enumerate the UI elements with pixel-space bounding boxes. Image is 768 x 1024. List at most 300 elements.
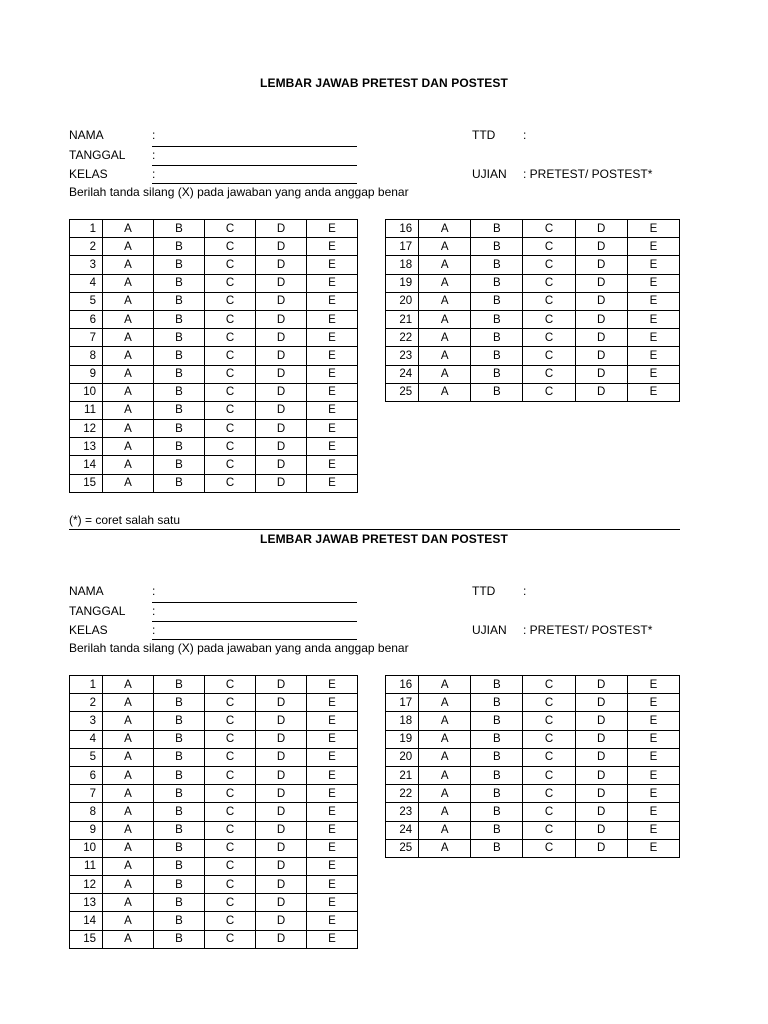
answer-row xyxy=(70,876,358,894)
option-e[interactable]: E xyxy=(307,292,358,310)
option-a[interactable]: A xyxy=(419,803,471,821)
option-c[interactable]: C xyxy=(205,803,256,821)
option-a[interactable]: A xyxy=(103,274,154,292)
option-d[interactable]: D xyxy=(256,401,307,419)
option-b[interactable]: B xyxy=(154,310,205,328)
option-b[interactable]: B xyxy=(154,401,205,419)
option-c[interactable]: C xyxy=(205,676,256,694)
answer-row xyxy=(70,310,358,328)
option-d[interactable]: D xyxy=(256,383,307,401)
option-b[interactable]: B xyxy=(154,329,205,347)
option-e[interactable]: E xyxy=(627,839,679,857)
option-b[interactable]: B xyxy=(154,383,205,401)
option-a[interactable]: A xyxy=(103,238,154,256)
option-c[interactable]: C xyxy=(523,383,575,401)
option-b[interactable]: B xyxy=(471,730,523,748)
option-c[interactable]: C xyxy=(523,694,575,712)
option-d[interactable]: D xyxy=(256,347,307,365)
option-a[interactable]: A xyxy=(103,803,154,821)
answer-row xyxy=(70,347,358,365)
option-d[interactable]: D xyxy=(575,347,627,365)
question-number: 25 xyxy=(386,839,419,857)
option-d[interactable]: D xyxy=(575,712,627,730)
question-number: 5 xyxy=(70,748,103,766)
option-b[interactable]: B xyxy=(154,347,205,365)
option-d[interactable]: D xyxy=(256,730,307,748)
option-b[interactable]: B xyxy=(471,748,523,766)
option-e[interactable]: E xyxy=(307,748,358,766)
option-e[interactable]: E xyxy=(627,748,679,766)
option-d[interactable]: D xyxy=(575,676,627,694)
question-number: 18 xyxy=(386,712,419,730)
option-d[interactable]: D xyxy=(256,220,307,238)
option-a[interactable]: A xyxy=(103,329,154,347)
option-a[interactable]: A xyxy=(103,401,154,419)
option-b[interactable]: B xyxy=(154,894,205,912)
option-b[interactable]: B xyxy=(154,930,205,948)
option-c[interactable]: C xyxy=(523,292,575,310)
option-a[interactable]: A xyxy=(419,274,471,292)
option-a[interactable]: A xyxy=(419,238,471,256)
option-c[interactable]: C xyxy=(523,256,575,274)
option-d[interactable]: D xyxy=(256,785,307,803)
option-e[interactable]: E xyxy=(307,912,358,930)
answer-row xyxy=(386,803,680,821)
option-d[interactable]: D xyxy=(256,857,307,875)
answer-row xyxy=(70,220,358,238)
option-d[interactable]: D xyxy=(256,256,307,274)
option-c[interactable]: C xyxy=(523,310,575,328)
option-a[interactable]: A xyxy=(419,748,471,766)
option-e[interactable]: E xyxy=(307,347,358,365)
option-e[interactable]: E xyxy=(627,347,679,365)
question-number: 16 xyxy=(386,220,419,238)
option-b[interactable]: B xyxy=(471,238,523,256)
question-number: 8 xyxy=(70,803,103,821)
option-d[interactable]: D xyxy=(256,876,307,894)
option-c[interactable]: C xyxy=(523,766,575,784)
option-c[interactable]: C xyxy=(205,785,256,803)
option-e[interactable]: E xyxy=(307,785,358,803)
option-d[interactable]: D xyxy=(575,803,627,821)
option-e[interactable]: E xyxy=(627,821,679,839)
option-e[interactable]: E xyxy=(307,712,358,730)
option-c[interactable]: C xyxy=(205,912,256,930)
option-b[interactable]: B xyxy=(154,803,205,821)
option-d[interactable]: D xyxy=(575,383,627,401)
kelas-colon: : xyxy=(152,623,156,637)
option-c[interactable]: C xyxy=(523,274,575,292)
option-a[interactable]: A xyxy=(419,220,471,238)
option-d[interactable]: D xyxy=(256,420,307,438)
option-b[interactable]: B xyxy=(471,292,523,310)
option-d[interactable]: D xyxy=(575,694,627,712)
question-number: 18 xyxy=(386,256,419,274)
option-e[interactable]: E xyxy=(627,365,679,383)
ujian-label: UJIAN xyxy=(472,623,507,637)
option-e[interactable]: E xyxy=(307,821,358,839)
option-e[interactable]: E xyxy=(627,329,679,347)
option-c[interactable]: C xyxy=(205,694,256,712)
option-b[interactable]: B xyxy=(154,438,205,456)
option-e[interactable]: E xyxy=(627,383,679,401)
option-d[interactable]: D xyxy=(256,821,307,839)
option-d[interactable]: D xyxy=(256,676,307,694)
option-c[interactable]: C xyxy=(205,401,256,419)
option-a[interactable]: A xyxy=(103,256,154,274)
option-b[interactable]: B xyxy=(154,420,205,438)
option-e[interactable]: E xyxy=(627,292,679,310)
option-d[interactable]: D xyxy=(575,238,627,256)
option-b[interactable]: B xyxy=(471,694,523,712)
answer-table-1-15 xyxy=(69,219,358,493)
option-b[interactable]: B xyxy=(154,456,205,474)
option-b[interactable]: B xyxy=(154,712,205,730)
kelas-field[interactable] xyxy=(152,639,357,640)
answer-row xyxy=(70,383,358,401)
option-a[interactable]: A xyxy=(103,310,154,328)
option-b[interactable]: B xyxy=(154,821,205,839)
option-d[interactable]: D xyxy=(256,766,307,784)
option-c[interactable]: C xyxy=(205,274,256,292)
option-b[interactable]: B xyxy=(471,365,523,383)
option-e[interactable]: E xyxy=(307,220,358,238)
question-number: 5 xyxy=(70,292,103,310)
option-c[interactable]: C xyxy=(205,256,256,274)
option-e[interactable]: E xyxy=(307,839,358,857)
option-b[interactable]: B xyxy=(471,329,523,347)
option-b[interactable]: B xyxy=(471,383,523,401)
option-c[interactable]: C xyxy=(205,474,256,492)
question-number: 19 xyxy=(386,274,419,292)
option-a[interactable]: A xyxy=(103,821,154,839)
option-e[interactable]: E xyxy=(307,894,358,912)
tanggal-label: TANGGAL xyxy=(69,604,126,618)
option-c[interactable]: C xyxy=(523,329,575,347)
option-d[interactable]: D xyxy=(256,292,307,310)
option-b[interactable]: B xyxy=(471,712,523,730)
option-e[interactable]: E xyxy=(307,329,358,347)
option-a[interactable]: A xyxy=(419,292,471,310)
option-c[interactable]: C xyxy=(205,365,256,383)
option-e[interactable]: E xyxy=(307,383,358,401)
option-b[interactable]: B xyxy=(154,766,205,784)
option-c[interactable]: C xyxy=(523,748,575,766)
option-a[interactable]: A xyxy=(419,329,471,347)
option-a[interactable]: A xyxy=(419,821,471,839)
question-number: 15 xyxy=(70,474,103,492)
option-c[interactable]: C xyxy=(205,894,256,912)
option-b[interactable]: B xyxy=(471,256,523,274)
option-e[interactable]: E xyxy=(307,438,358,456)
question-number: 4 xyxy=(70,274,103,292)
tanggal-field[interactable] xyxy=(152,621,357,622)
answer-row xyxy=(386,238,680,256)
question-number: 12 xyxy=(70,420,103,438)
nama-field[interactable] xyxy=(152,602,357,603)
option-c[interactable]: C xyxy=(205,456,256,474)
nama-colon: : xyxy=(152,584,156,598)
option-a[interactable]: A xyxy=(419,712,471,730)
option-e[interactable]: E xyxy=(307,474,358,492)
question-number: 21 xyxy=(386,310,419,328)
option-a[interactable]: A xyxy=(103,912,154,930)
question-number: 11 xyxy=(70,857,103,875)
nama-field[interactable] xyxy=(152,146,357,147)
answer-row xyxy=(70,274,358,292)
option-e[interactable]: E xyxy=(627,766,679,784)
option-a[interactable]: A xyxy=(419,256,471,274)
option-a[interactable]: A xyxy=(103,876,154,894)
option-a[interactable]: A xyxy=(419,347,471,365)
option-d[interactable]: D xyxy=(575,292,627,310)
option-d[interactable]: D xyxy=(256,456,307,474)
option-a[interactable]: A xyxy=(419,730,471,748)
option-b[interactable]: B xyxy=(154,785,205,803)
option-e[interactable]: E xyxy=(307,274,358,292)
option-e[interactable]: E xyxy=(627,803,679,821)
option-c[interactable]: C xyxy=(205,876,256,894)
option-c[interactable]: C xyxy=(205,220,256,238)
option-b[interactable]: B xyxy=(154,292,205,310)
option-c[interactable]: C xyxy=(523,821,575,839)
option-e[interactable]: E xyxy=(307,420,358,438)
option-c[interactable]: C xyxy=(523,712,575,730)
ttd-label: TTD xyxy=(472,128,496,142)
option-a[interactable]: A xyxy=(419,839,471,857)
answer-row xyxy=(70,329,358,347)
option-c[interactable]: C xyxy=(205,292,256,310)
question-number: 20 xyxy=(386,292,419,310)
option-a[interactable]: A xyxy=(103,748,154,766)
option-b[interactable]: B xyxy=(154,748,205,766)
option-d[interactable]: D xyxy=(575,256,627,274)
option-c[interactable]: C xyxy=(205,329,256,347)
answer-row xyxy=(70,712,358,730)
question-number: 2 xyxy=(70,694,103,712)
option-c[interactable]: C xyxy=(205,748,256,766)
option-e[interactable]: E xyxy=(627,712,679,730)
option-d[interactable]: D xyxy=(575,839,627,857)
option-b[interactable]: B xyxy=(154,256,205,274)
option-d[interactable]: D xyxy=(256,839,307,857)
option-e[interactable]: E xyxy=(627,238,679,256)
option-e[interactable]: E xyxy=(307,803,358,821)
answer-row xyxy=(386,785,680,803)
option-b[interactable]: B xyxy=(154,694,205,712)
option-b[interactable]: B xyxy=(471,839,523,857)
question-number: 25 xyxy=(386,383,419,401)
option-e[interactable]: E xyxy=(307,365,358,383)
option-b[interactable]: B xyxy=(471,676,523,694)
option-c[interactable]: C xyxy=(205,310,256,328)
option-d[interactable]: D xyxy=(256,365,307,383)
option-e[interactable]: E xyxy=(627,220,679,238)
option-b[interactable]: B xyxy=(154,839,205,857)
option-c[interactable]: C xyxy=(205,839,256,857)
option-d[interactable]: D xyxy=(256,274,307,292)
option-a[interactable]: A xyxy=(419,694,471,712)
option-b[interactable]: B xyxy=(471,310,523,328)
option-b[interactable]: B xyxy=(471,220,523,238)
option-c[interactable]: C xyxy=(205,383,256,401)
option-c[interactable]: C xyxy=(205,766,256,784)
option-d[interactable]: D xyxy=(256,912,307,930)
option-e[interactable]: E xyxy=(307,676,358,694)
option-a[interactable]: A xyxy=(103,785,154,803)
option-d[interactable]: D xyxy=(256,803,307,821)
option-a[interactable]: A xyxy=(103,383,154,401)
option-a[interactable]: A xyxy=(103,839,154,857)
option-b[interactable]: B xyxy=(154,274,205,292)
question-number: 23 xyxy=(386,803,419,821)
option-d[interactable]: D xyxy=(256,694,307,712)
option-a[interactable]: A xyxy=(103,456,154,474)
option-d[interactable]: D xyxy=(575,274,627,292)
option-d[interactable]: D xyxy=(575,766,627,784)
option-b[interactable]: B xyxy=(154,365,205,383)
option-d[interactable]: D xyxy=(256,894,307,912)
option-e[interactable]: E xyxy=(307,876,358,894)
question-number: 24 xyxy=(386,821,419,839)
option-b[interactable]: B xyxy=(471,821,523,839)
option-d[interactable]: D xyxy=(256,329,307,347)
option-b[interactable]: B xyxy=(154,676,205,694)
option-a[interactable]: A xyxy=(103,365,154,383)
option-b[interactable]: B xyxy=(154,238,205,256)
option-b[interactable]: B xyxy=(154,220,205,238)
option-e[interactable]: E xyxy=(307,930,358,948)
option-c[interactable]: C xyxy=(523,803,575,821)
option-c[interactable]: C xyxy=(523,676,575,694)
option-e[interactable]: E xyxy=(307,857,358,875)
option-c[interactable]: C xyxy=(205,730,256,748)
tanggal-field[interactable] xyxy=(152,165,357,166)
option-a[interactable]: A xyxy=(103,220,154,238)
option-b[interactable]: B xyxy=(471,347,523,365)
answer-row xyxy=(386,821,680,839)
option-e[interactable]: E xyxy=(307,401,358,419)
option-b[interactable]: B xyxy=(471,274,523,292)
option-c[interactable]: C xyxy=(523,365,575,383)
option-e[interactable]: E xyxy=(307,238,358,256)
option-e[interactable]: E xyxy=(627,310,679,328)
option-a[interactable]: A xyxy=(103,347,154,365)
option-d[interactable]: D xyxy=(256,238,307,256)
option-b[interactable]: B xyxy=(154,730,205,748)
option-b[interactable]: B xyxy=(471,803,523,821)
answer-row xyxy=(70,256,358,274)
answer-row xyxy=(70,930,358,948)
answer-row xyxy=(70,292,358,310)
option-a[interactable]: A xyxy=(419,766,471,784)
option-c[interactable]: C xyxy=(523,220,575,238)
option-e[interactable]: E xyxy=(307,730,358,748)
option-c[interactable]: C xyxy=(205,930,256,948)
option-e[interactable]: E xyxy=(627,694,679,712)
option-a[interactable]: A xyxy=(103,420,154,438)
option-c[interactable]: C xyxy=(205,347,256,365)
option-d[interactable]: D xyxy=(575,310,627,328)
option-b[interactable]: B xyxy=(154,876,205,894)
option-c[interactable]: C xyxy=(205,712,256,730)
option-a[interactable]: A xyxy=(103,676,154,694)
option-a[interactable]: A xyxy=(103,857,154,875)
option-e[interactable]: E xyxy=(627,676,679,694)
option-b[interactable]: B xyxy=(154,474,205,492)
option-b[interactable]: B xyxy=(471,766,523,784)
option-c[interactable]: C xyxy=(523,839,575,857)
option-e[interactable]: E xyxy=(627,274,679,292)
option-e[interactable]: E xyxy=(627,785,679,803)
option-d[interactable]: D xyxy=(256,930,307,948)
option-e[interactable]: E xyxy=(627,256,679,274)
question-number: 9 xyxy=(70,821,103,839)
option-c[interactable]: C xyxy=(205,438,256,456)
option-e[interactable]: E xyxy=(307,256,358,274)
option-d[interactable]: D xyxy=(256,310,307,328)
option-a[interactable]: A xyxy=(103,894,154,912)
option-c[interactable]: C xyxy=(205,821,256,839)
option-e[interactable]: E xyxy=(307,766,358,784)
option-d[interactable]: D xyxy=(256,438,307,456)
option-c[interactable]: C xyxy=(523,785,575,803)
option-d[interactable]: D xyxy=(575,821,627,839)
option-a[interactable]: A xyxy=(103,712,154,730)
option-b[interactable]: B xyxy=(154,912,205,930)
option-d[interactable]: D xyxy=(256,748,307,766)
option-b[interactable]: B xyxy=(154,857,205,875)
option-a[interactable]: A xyxy=(103,730,154,748)
option-e[interactable]: E xyxy=(307,310,358,328)
answer-row xyxy=(70,365,358,383)
option-d[interactable]: D xyxy=(256,474,307,492)
option-a[interactable]: A xyxy=(419,310,471,328)
option-c[interactable]: C xyxy=(205,420,256,438)
option-a[interactable]: A xyxy=(419,365,471,383)
option-a[interactable]: A xyxy=(103,474,154,492)
option-d[interactable]: D xyxy=(575,730,627,748)
option-a[interactable]: A xyxy=(103,766,154,784)
option-a[interactable]: A xyxy=(419,676,471,694)
option-a[interactable]: A xyxy=(419,785,471,803)
option-a[interactable]: A xyxy=(103,438,154,456)
option-e[interactable]: E xyxy=(307,694,358,712)
option-d[interactable]: D xyxy=(575,220,627,238)
option-c[interactable]: C xyxy=(523,730,575,748)
option-d[interactable]: D xyxy=(575,748,627,766)
option-b[interactable]: B xyxy=(471,785,523,803)
question-number: 9 xyxy=(70,365,103,383)
option-d[interactable]: D xyxy=(575,365,627,383)
answer-row xyxy=(386,712,680,730)
option-a[interactable]: A xyxy=(103,930,154,948)
option-e[interactable]: E xyxy=(627,730,679,748)
option-e[interactable]: E xyxy=(307,456,358,474)
option-d[interactable]: D xyxy=(575,785,627,803)
option-c[interactable]: C xyxy=(205,238,256,256)
kelas-field[interactable] xyxy=(152,183,357,184)
option-d[interactable]: D xyxy=(575,329,627,347)
question-number: 1 xyxy=(70,676,103,694)
option-a[interactable]: A xyxy=(103,292,154,310)
option-c[interactable]: C xyxy=(205,857,256,875)
option-c[interactable]: C xyxy=(523,238,575,256)
option-d[interactable]: D xyxy=(256,712,307,730)
option-a[interactable]: A xyxy=(419,383,471,401)
option-c[interactable]: C xyxy=(523,347,575,365)
option-a[interactable]: A xyxy=(103,694,154,712)
